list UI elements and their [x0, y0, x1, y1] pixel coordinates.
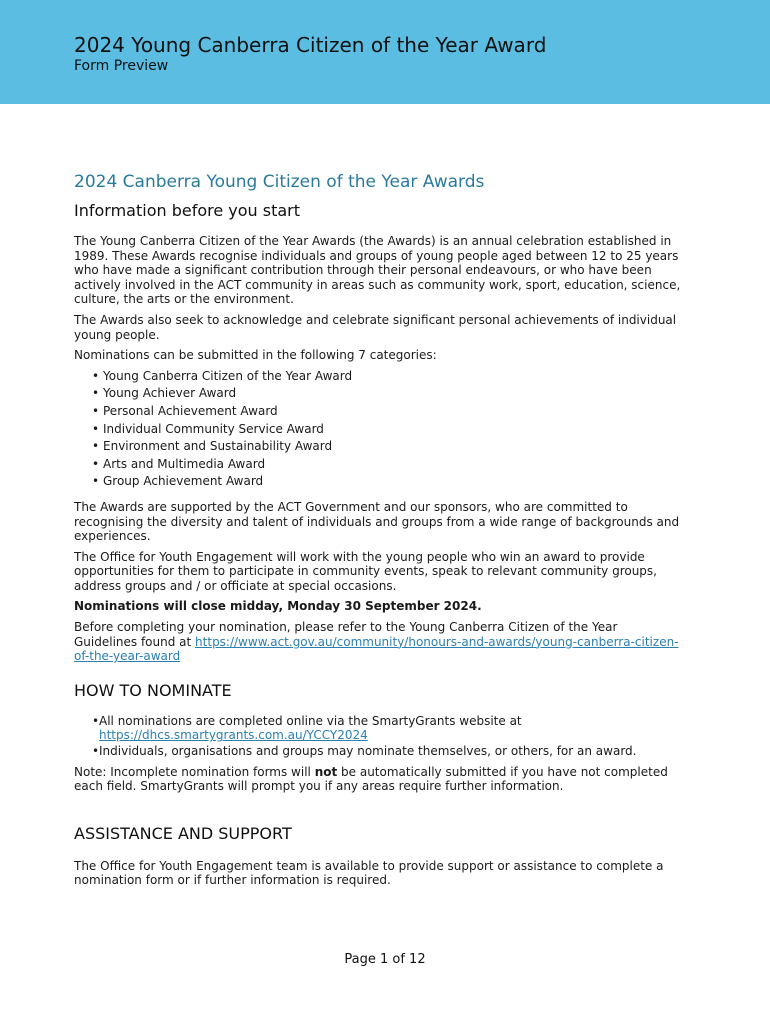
list-item: • Personal Achievement Award: [92, 403, 684, 421]
close-notice: Nominations will close midday, Monday 30 September 2024.: [74, 599, 482, 614]
list-item: • Individual Community Service Award: [92, 421, 684, 439]
how-item-text: All nominations are completed online via the SmartyGrants website at: [99, 713, 522, 728]
list-item: [92, 714, 684, 743]
note-prefix: Note: Incomplete nomination forms will: [74, 764, 315, 779]
office-paragraph: The Office for Youth Engagement will work with the young people who win an award to provide opportunities for them to participate in community events, speak to relevant community groups, address groups and / or officiate at special occasions.: [74, 549, 657, 593]
note-suffix: be automatically submitted if you have not completed each field. SmartyGrants will prompt you if any areas require further information.: [74, 764, 668, 794]
assistance-heading: ASSISTANCE AND SUPPORT: [74, 823, 292, 843]
header-banner: [0, 0, 770, 104]
acknowledge-paragraph: The Awards also seek to acknowledge and celebrate significant personal achievements of individual young people.: [74, 312, 677, 342]
categories-list: [74, 368, 684, 491]
page-title: 2024 Young Canberra Citizen of the Year Award: [74, 33, 547, 57]
info-heading: Information before you start: [74, 201, 301, 220]
intro-paragraph: The Young Canberra Citizen of the Year Awards (the Awards) is an annual celebration established in 1989. These Awards recognise individuals and groups of young people aged between 12 to 25 years who have made a significant contribution through their personal endeavours, or who have been actively involved in the ACT community in areas such as community work, sport, education, science, culture, the arts or the environment.: [74, 234, 681, 307]
guidelines-paragraph: [74, 620, 684, 664]
form-title: 2024 Canberra Young Citizen of the Year Awards: [74, 172, 485, 192]
page-number: Page 1 of 12: [344, 952, 426, 967]
list-item: • Arts and Multimedia Award: [92, 456, 684, 474]
list-item: • Young Achiever Award: [92, 385, 684, 403]
guidelines-link[interactable]: https://www.act.gov.au/community/honours-and-awards/young-canberra-citizen-of-the-year-award: [74, 634, 679, 664]
how-to-nominate-heading: HOW TO NOMINATE: [74, 680, 232, 700]
list-item: • Individuals, organisations and groups may nominate themselves, or others, for an award.: [92, 744, 684, 759]
smartygrants-link[interactable]: https://dhcs.smartygrants.com.au/YCCY2024: [99, 728, 368, 743]
list-item: • Group Achievement Award: [92, 473, 684, 491]
support-paragraph: The Awards are supported by the ACT Government and our sponsors, who are committed to recognising the diversity and talent of individuals and groups from a wide range of backgrounds and experiences.: [74, 499, 680, 544]
how-to-list: [74, 714, 684, 759]
note-bold: not: [314, 764, 338, 779]
form-content: [74, 170, 684, 888]
list-item: • Environment and Sustainability Award: [92, 438, 684, 456]
page-subtitle: Form Preview: [74, 58, 169, 74]
note-paragraph: [74, 765, 684, 794]
categories-intro: Nominations can be submitted in the following 7 categories:: [74, 348, 437, 363]
guidelines-text: Before completing your nomination, please refer to the Young Canberra Citizen of the Year Guidelines found at: [74, 620, 618, 649]
list-item: • Young Canberra Citizen of the Year Award: [92, 368, 684, 386]
assistance-paragraph: The Office for Youth Engagement team is available to provide support or assistance to complete a nomination form or if further information is required.: [74, 858, 664, 888]
